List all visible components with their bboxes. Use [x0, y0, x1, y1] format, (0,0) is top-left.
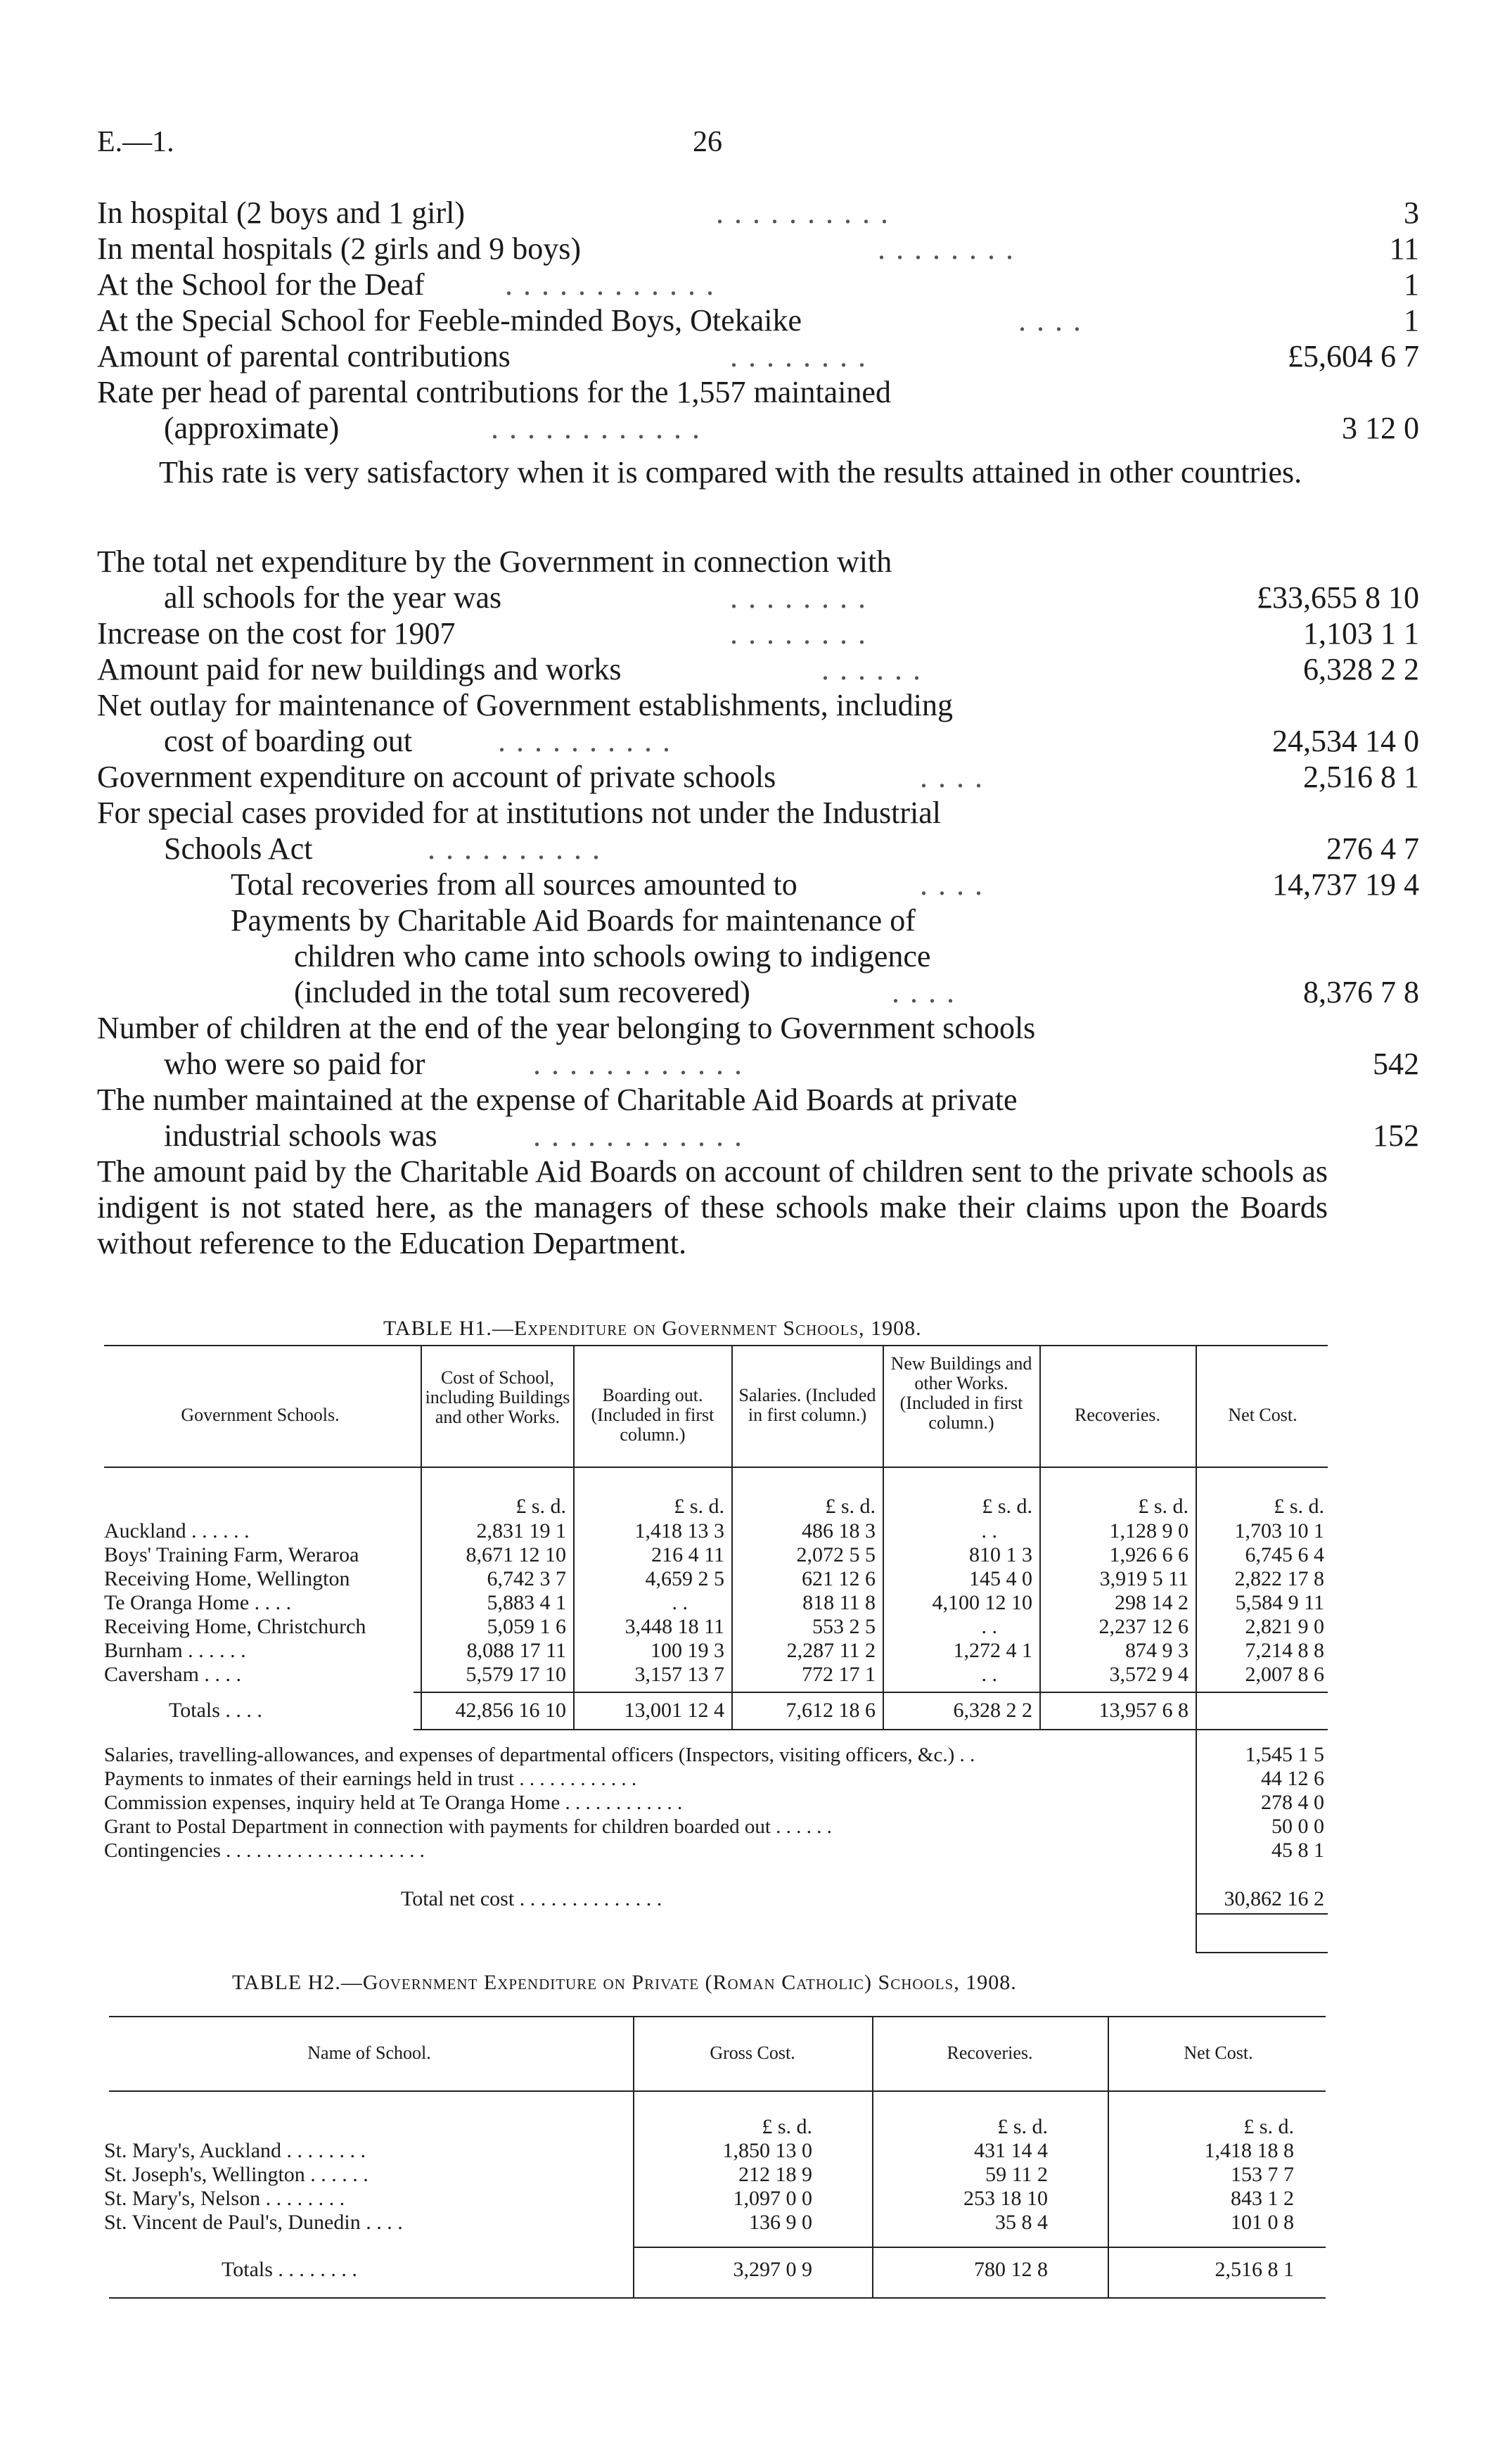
- header-net-cost: Net Cost.: [1184, 2043, 1253, 2063]
- list-item: Schools Act . . . . . . . . . . 276 4 7: [164, 831, 1419, 866]
- document-page: E.—1. 26 In hospital (2 boys and 1 girl) . . . . . . . . . . 3 In mental hospitals (2 girls and 9 boys) . . . . . . . . 11 At the School for the Deaf . . . . . . . . . . . . 1 At the Special School for Feeble-minded Boys, Otekaike . . . . 1 Amount of parental contributions . . . . . . . . £5,604 6 7 Rate per head of parental contributions for the 1,557 maintained (approximate) . . . . . . . . . . . . 3 12 0 This rate is very satisfactory when it is compared with the results attained in other countries. The total net expenditure by the Government in connection with all schools for the year was . . . . . . . . £33,655 8 10 Increase on the cost for 1907 . . . . . . . . 1,103 1 1 Amount paid for new buildings and works . . . . . . 6,328 2 2 Net outlay for maintenance of Government establishments, including cost of boarding out . . . . . . . . . . 24,534 14 0 Government expenditure on account of private schools . . . . 2,516 8 1 For special cases provided for at institutions not under the Industrial Schools Act . . . . . . . . . . 276 4 7 Total recoveries from all sources amounted to . . . . 14,737 19 4 Payments by Charitable Aid Boards for maintenance of children who came into schools owing to indigence (included in the total sum recovered) . . . . 8,376 7 8 Number of children at the end of the year belonging to Government schools who were so paid for . . . . . . . . . . . . 542 The number maintained at the expense of Charitable Aid Boards at private industrial schools was . . . . . . . . . . . . 152 The amount paid by the Charitable Aid Boards on account of children sent to the private schools as indigent is not stated here, as the managers of these schools make their claims upon the Boards without reference to the Education Department. TABLE H1.—Expenditure on Government Schools, 1908. Government Schools. Cost of School, including Buildings and other Works. Boarding out. (Included in first column.) Salaries. (Included in first column.) New Buildings and other Works. (Included in first column.) Recoveries. Net Cost. £ s. d. £ s. d. £ s. d. £ s. d. £ s. d. £ s. d. Auckland . . . . . . 2,831 19 1 1,418 13 3 486 18 3 . . 1,128 9 0 1,703 10 1 Boys' Training Farm, Weraroa 8,671 12 10 216 4 11 2,072 5 5 810 1 3 1,926 6 6 6,745 6 4 Receiving Home, Wellington 6,742 3 7 4,659 2 5 621 12 6 145 4 0 3,919 5 11 2,822 17 8 Te Oranga Home . . . . 5,883 4 1 . . 818 11 8 4,100 12 10 298 14 2 5,584 9 11 Receiving Home, Christchurch 5,059 1 6 3,448 18 11 553 2 5 . . 2,237 12 6 2,821 9 0 Burnham . . . . . . 8,088 17 11 100 19 3 2,287 11 2 1,272 4 1 874 9 3 7,214 8 8 Caversham . . . . 5,579 17 10 3,157 13 7 772 17 1 . . 3,572 9 4 2,007 8 6 Totals . . . . 42,856 16 10 13,001 12 4 7,612 18 6 6,328 2 2 13,957 6 8 Salaries, travelling-allowances, and expenses of departmental officers (Inspectors, visiting officers, &c.) . . 1,545 1 5 Payments to inmates of their earnings held in trust . . . . . . . . . . . . 44 12 6 Commission expenses, inquiry held at Te Oranga Home . . . . . . . . . . . . 278 4 0 Grant to Postal Department in connection with payments for children boarded out . . . . . . 50 0 0 Contingencies . . . . . . . . . . . . . . . . . . . . 45 8 1 Total net cost . . . . . . . . . . . . . . 30,862 16 2 TABLE H2.—Government Expenditure on Private (Roman Catholic) Schools, 1908. Name of School. Gross Cost. Recoveries. Net Cost. £ s. d. £ s. d. £ s. d. St. Mary's, Auckland . . . . . . . . 1,850 13 0 431 14 4 1,418 18 8 St. Joseph's, Wellington . . . . . . 212 18 9 59 11 2 153 7 7 St. Mary's, Nelson . . . . . . . . 1,097 0 0 253 18 10 843 1 2 St. Vincent de Paul's, Dunedin . . . . 136 9 0 35 8 4 101 0 8 Totals . . . . . . . . 3,297 0 9 780 12 8 2,516 8 1: [0, 0, 1512, 2459]
- header-government-schools: Government Schools.: [181, 1405, 340, 1425]
- header-salaries: Salaries. (Included in first column.): [738, 1385, 876, 1425]
- header-name-of-school: Name of School.: [307, 2043, 431, 2063]
- lsd-label: £ s. d.: [1274, 1495, 1324, 1518]
- lsd-label: £ s. d.: [997, 2115, 1048, 2138]
- header-boarding: Boarding out. (Included in first column.): [591, 1385, 715, 1445]
- list-item: (approximate) . . . . . . . . . . . . 3 12 0: [164, 411, 1419, 445]
- lsd-label: £ s. d.: [515, 1495, 566, 1518]
- paragraph: This rate is very satisfactory when it is compared with the results attained in other countries.: [159, 455, 1302, 490]
- header-recoveries: Recoveries.: [1074, 1405, 1160, 1425]
- table-h2-title: TABLE H2.—Government Expenditure on Private (Roman Catholic) Schools, 1908.: [232, 1971, 1017, 1994]
- list-item: Amount paid for new buildings and works . . . . . . 6,328 2 2: [97, 652, 1419, 686]
- lsd-label: £ s. d.: [982, 1495, 1032, 1518]
- list-item: industrial schools was . . . . . . . . . . . . 152: [164, 1118, 1419, 1153]
- list-item: Number of children at the end of the year belonging to Government schools: [97, 1011, 1036, 1045]
- list-item: all schools for the year was . . . . . . . . £33,655 8 10: [164, 580, 1419, 615]
- list-item: At the Special School for Feeble-minded Boys, Otekaike . . . . 1: [97, 303, 1419, 338]
- list-item: Amount of parental contributions . . . . . . . . £5,604 6 7: [97, 339, 1419, 373]
- list-item: Payments by Charitable Aid Boards for maintenance of: [231, 903, 916, 938]
- lsd-label: £ s. d.: [762, 2115, 812, 2138]
- header-recoveries: Recoveries.: [947, 2043, 1033, 2063]
- list-item: In mental hospitals (2 girls and 9 boys) . . . . . . . . 11: [97, 231, 1419, 266]
- list-item: Increase on the cost for 1907 . . . . . . . . 1,103 1 1: [97, 616, 1419, 651]
- table-h1-title: TABLE H1.—Expenditure on Government Schools, 1908.: [383, 1317, 922, 1340]
- header-net-cost: Net Cost.: [1228, 1405, 1298, 1425]
- lsd-label: £ s. d.: [1243, 2115, 1294, 2138]
- page-number: 26: [693, 126, 722, 158]
- header-cost: Cost of School, including Buildings and other Works.: [425, 1367, 570, 1427]
- list-item: For special cases provided for at institutions not under the Industrial: [97, 796, 941, 830]
- list-item: In hospital (2 boys and 1 girl) . . . . . . . . . . 3: [97, 196, 1419, 230]
- list-item: Rate per head of parental contributions for the 1,557 maintained: [97, 375, 891, 409]
- list-item: The total net expenditure by the Government in connection with: [97, 544, 892, 579]
- series-label: E.—1.: [97, 126, 174, 158]
- header-gross-cost: Gross Cost.: [710, 2043, 795, 2063]
- list-item: At the School for the Deaf . . . . . . . . . . . . 1: [97, 267, 1419, 302]
- list-item: Government expenditure on account of private schools . . . . 2,516 8 1: [97, 760, 1419, 794]
- list-item: Total recoveries from all sources amounted to . . . . 14,737 19 4: [231, 867, 1419, 902]
- list-item: cost of boarding out . . . . . . . . . . 24,534 14 0: [164, 724, 1419, 758]
- paragraph: The amount paid by the Charitable Aid Boards on account of children sent to the private schools as indigent is not stated here, as the managers of these schools make their claims upon the Boards without reference to the Education Department.: [97, 1154, 1328, 1260]
- list-item: The number maintained at the expense of Charitable Aid Boards at private: [97, 1082, 1018, 1117]
- list-item: children who came into schools owing to indigence: [294, 939, 931, 973]
- lsd-label: £ s. d.: [674, 1495, 724, 1518]
- lsd-label: £ s. d.: [1138, 1495, 1189, 1518]
- list-item: (included in the total sum recovered) . . . . 8,376 7 8: [294, 975, 1419, 1009]
- lsd-label: £ s. d.: [825, 1495, 876, 1518]
- list-item: Net outlay for maintenance of Government establishments, including: [97, 688, 954, 722]
- header-new-buildings: New Buildings and other Works. (Included in first column.): [890, 1353, 1032, 1433]
- list-item: who were so paid for . . . . . . . . . . . . 542: [164, 1047, 1419, 1081]
